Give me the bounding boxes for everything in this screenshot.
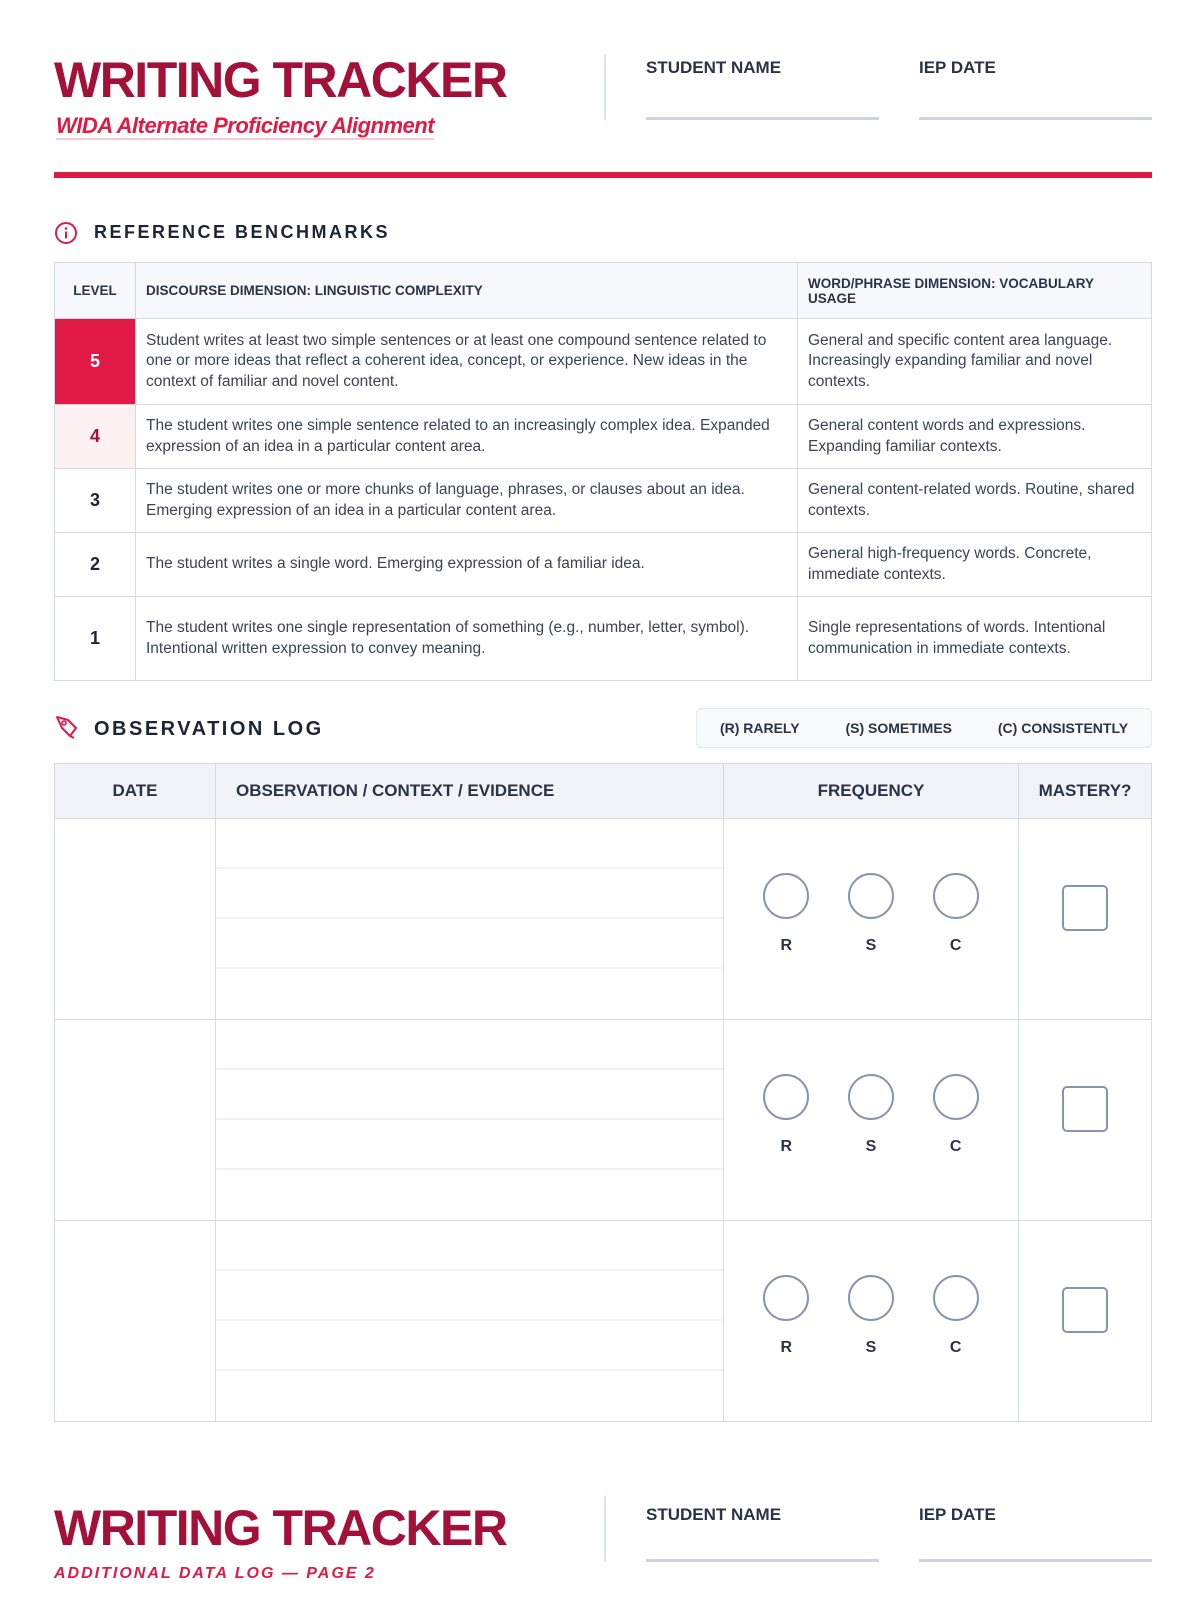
discourse-cell: The student writes one simple sentence related to an increasingly complex idea. Expanded expression of an idea in a particular content area. bbox=[136, 405, 798, 469]
word-cell: General content words and expressions. Expanding familiar contexts. bbox=[798, 405, 1152, 469]
observation-cell[interactable] bbox=[216, 1221, 724, 1422]
page2-title: WRITING TRACKER bbox=[54, 1500, 507, 1556]
option-rarely[interactable] bbox=[763, 873, 809, 955]
word-cell: General high-frequency words. Concrete, immediate contexts. bbox=[798, 533, 1152, 597]
option-label: C bbox=[949, 1138, 962, 1155]
benchmarks-header-row bbox=[55, 263, 1152, 319]
option-rarely[interactable] bbox=[763, 1074, 809, 1156]
table-row bbox=[55, 533, 1152, 597]
table-row bbox=[55, 319, 1152, 405]
option-consistently[interactable] bbox=[933, 873, 979, 955]
page2-iep-date-label: IEP DATE bbox=[919, 1505, 996, 1524]
log-row bbox=[55, 819, 1152, 1020]
date-cell[interactable] bbox=[55, 819, 216, 1020]
page2-iep-date-field[interactable] bbox=[919, 1559, 1152, 1562]
col-mastery: MASTERY? bbox=[1019, 764, 1152, 819]
option-sometimes[interactable] bbox=[848, 873, 894, 955]
option-label: R bbox=[780, 1138, 793, 1155]
word-cell: General content-related words. Routine, shared contexts. bbox=[798, 469, 1152, 533]
header-rule bbox=[54, 172, 1152, 178]
page2-subtitle: ADDITIONAL DATA LOG — PAGE 2 bbox=[54, 1565, 376, 1582]
option-label: S bbox=[865, 937, 877, 954]
table-row bbox=[55, 469, 1152, 533]
option-label: R bbox=[780, 1339, 793, 1356]
col-word: WORD/PHRASE DIMENSION: VOCABULARY USAGE bbox=[798, 263, 1152, 319]
col-observation: OBSERVATION / CONTEXT / EVIDENCE bbox=[216, 764, 724, 819]
mastery-checkbox[interactable] bbox=[1062, 885, 1108, 931]
option-label: C bbox=[949, 937, 962, 954]
word-cell: General and specific content area language. Increasingly expanding familiar and novel contexts. bbox=[798, 319, 1152, 405]
word-cell: Single representations of words. Intentional communication in immediate contexts. bbox=[798, 597, 1152, 681]
radio-circle[interactable] bbox=[848, 1074, 894, 1120]
level-cell: 1 bbox=[55, 597, 136, 681]
col-date: DATE bbox=[55, 764, 216, 819]
observation-cell[interactable] bbox=[216, 819, 724, 1020]
level-cell: 4 bbox=[55, 405, 136, 469]
option-label: R bbox=[780, 937, 793, 954]
col-level: LEVEL bbox=[55, 263, 136, 319]
legend-consistently: (C) CONSISTENTLY bbox=[997, 720, 1129, 736]
radio-circle[interactable] bbox=[763, 1275, 809, 1321]
header-divider bbox=[604, 54, 606, 120]
iep-date-label: IEP DATE bbox=[919, 58, 996, 77]
option-label: S bbox=[865, 1138, 877, 1155]
table-row bbox=[55, 405, 1152, 469]
observation-cell[interactable] bbox=[216, 1020, 724, 1221]
option-label: S bbox=[865, 1339, 877, 1356]
log-heading: OBSERVATION LOG bbox=[94, 718, 324, 740]
col-discourse: DISCOURSE DIMENSION: LINGUISTIC COMPLEXITY bbox=[136, 263, 798, 319]
frequency-cell bbox=[724, 819, 1019, 1020]
discourse-cell: The student writes one single representation of something (e.g., number, letter, symbol). Intentional written expression to convey meaning. bbox=[136, 597, 798, 681]
level-cell: 3 bbox=[55, 469, 136, 533]
page2-divider bbox=[604, 1496, 606, 1562]
date-cell[interactable] bbox=[55, 1020, 216, 1221]
benchmarks-table bbox=[54, 262, 1152, 681]
discourse-cell: The student writes one or more chunks of language, phrases, or clauses about an idea. Emerging expression of an idea in a particular content area. bbox=[136, 469, 798, 533]
radio-circle[interactable] bbox=[848, 873, 894, 919]
option-sometimes[interactable] bbox=[848, 1275, 894, 1357]
mastery-cell bbox=[1019, 1221, 1152, 1422]
option-consistently[interactable] bbox=[933, 1275, 979, 1357]
date-cell[interactable] bbox=[55, 1221, 216, 1422]
discourse-cell: Student writes at least two simple sentences or at least one compound sentence related to one or more ideas that reflect a coherent idea, concept, or experience. New ideas in the context of familiar and novel content. bbox=[136, 319, 798, 405]
frequency-cell bbox=[724, 1221, 1019, 1422]
log-header-row bbox=[55, 764, 1152, 819]
radio-circle[interactable] bbox=[763, 873, 809, 919]
frequency-legend bbox=[696, 708, 1152, 748]
mastery-checkbox[interactable] bbox=[1062, 1086, 1108, 1132]
table-row bbox=[55, 597, 1152, 681]
option-label: C bbox=[949, 1339, 962, 1356]
page-title: WRITING TRACKER bbox=[54, 52, 507, 108]
mastery-cell bbox=[1019, 819, 1152, 1020]
observation-log-table bbox=[54, 763, 1152, 1422]
radio-circle[interactable] bbox=[933, 873, 979, 919]
radio-circle[interactable] bbox=[848, 1275, 894, 1321]
legend-sometimes: (S) SOMETIMES bbox=[845, 720, 952, 736]
radio-circle[interactable] bbox=[763, 1074, 809, 1120]
option-sometimes[interactable] bbox=[848, 1074, 894, 1156]
pen-icon bbox=[54, 714, 80, 740]
level-cell: 5 bbox=[55, 319, 136, 405]
option-consistently[interactable] bbox=[933, 1074, 979, 1156]
legend-rarely: (R) RARELY bbox=[719, 720, 800, 736]
radio-circle[interactable] bbox=[933, 1074, 979, 1120]
option-rarely[interactable] bbox=[763, 1275, 809, 1357]
level-cell: 2 bbox=[55, 533, 136, 597]
page2-student-name-label: STUDENT NAME bbox=[646, 1505, 782, 1524]
page-subtitle: WIDA Alternate Proficiency Alignment bbox=[56, 114, 434, 140]
benchmarks-heading: REFERENCE BENCHMARKS bbox=[94, 222, 391, 242]
col-frequency: FREQUENCY bbox=[724, 764, 1019, 819]
mastery-checkbox[interactable] bbox=[1062, 1287, 1108, 1333]
frequency-cell bbox=[724, 1020, 1019, 1221]
discourse-cell: The student writes a single word. Emerging expression of a familiar idea. bbox=[136, 533, 798, 597]
log-row bbox=[55, 1221, 1152, 1422]
info-icon bbox=[54, 221, 78, 245]
iep-date-field[interactable] bbox=[919, 117, 1152, 120]
page2-student-name-field[interactable] bbox=[646, 1559, 879, 1562]
radio-circle[interactable] bbox=[933, 1275, 979, 1321]
mastery-cell bbox=[1019, 1020, 1152, 1221]
log-row bbox=[55, 1020, 1152, 1221]
student-name-field[interactable] bbox=[646, 117, 879, 120]
student-name-label: STUDENT NAME bbox=[646, 58, 782, 77]
